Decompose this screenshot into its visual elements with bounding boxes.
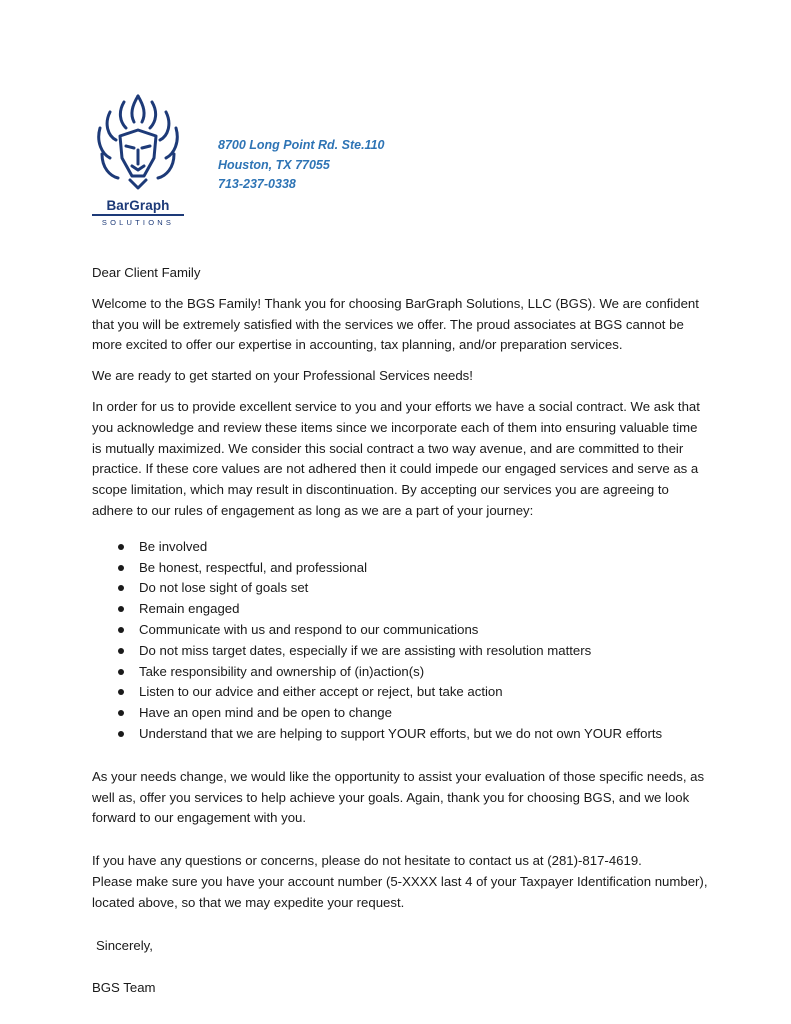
list-item: [92, 641, 717, 662]
paragraph-line: practice. If these core values are not adhered then it could impede our engaged services and serve as a: [92, 461, 699, 477]
paragraph-line: adhere to our rules of engagement as long as we are a part of your journey:: [92, 502, 534, 518]
rule-text: Communicate with us and respond to our communications: [139, 621, 479, 637]
rule-text: Take responsibility and ownership of (in)action(s): [139, 663, 425, 679]
rule-text: Do not lose sight of goals set: [139, 580, 309, 596]
rule-text: Be honest, respectful, and professional: [139, 559, 367, 575]
paragraph-line: is mutually maximized. We consider this social contract a two way avenue, and are committed to their: [92, 440, 684, 456]
ready-paragraph: We are ready to get started on your Professional Services needs!: [92, 368, 473, 384]
contact-paragraph: [92, 851, 717, 913]
list-item: [92, 620, 717, 641]
bullet-icon: [118, 627, 124, 633]
welcome-paragraph: [92, 294, 717, 356]
address-street: 8700 Long Point Rd. Ste.110: [218, 138, 385, 152]
letterhead-address: [218, 136, 384, 195]
list-item: [92, 599, 717, 620]
bullet-icon: [118, 731, 124, 737]
paragraph-line: Please make sure you have your account number (5-XXXX last 4 of your Taxpayer Identification number),: [92, 873, 708, 889]
bullet-icon: [118, 689, 124, 695]
rule-text: Remain engaged: [139, 601, 240, 617]
bullet-icon: [118, 669, 124, 675]
paragraph-line: more excited to offer our expertise in accounting, tax planning, and/or preparation services.: [92, 337, 623, 353]
bullet-icon: [118, 710, 124, 716]
rule-text: Be involved: [139, 538, 208, 554]
rule-text: Understand that we are helping to support YOUR efforts, but we do not own YOUR efforts: [139, 725, 663, 741]
sign-off: Sincerely,: [96, 937, 153, 953]
list-item: [92, 682, 717, 703]
closing-paragraph: [92, 767, 717, 829]
list-item: [92, 703, 717, 724]
list-item: [92, 558, 717, 579]
list-item: [92, 537, 717, 558]
brand-wordmark: [88, 198, 188, 227]
paragraph-line: forward to our engagement with you.: [92, 810, 307, 826]
brand-subtitle: SOLUTIONS: [101, 218, 175, 227]
paragraph-line: If you have any questions or concerns, please do not hesitate to contact us at (281)-817-4619.: [92, 853, 642, 869]
paragraph-line: scope limitation, which may result in discontinuation. By accepting our services you are agreeing to: [92, 482, 669, 498]
brand-divider: [92, 214, 184, 216]
list-item: [92, 662, 717, 683]
signature: BGS Team: [92, 980, 156, 996]
bullet-icon: [118, 544, 124, 550]
bullet-icon: [118, 565, 124, 571]
paragraph-line: In order for us to provide excellent service to you and your efforts we have a social contract. We ask that: [92, 398, 700, 414]
letter-body: [92, 263, 717, 999]
bullet-icon: [118, 606, 124, 612]
rules-list: [92, 537, 717, 745]
list-item: [92, 578, 717, 599]
address-city: Houston, TX 77055: [218, 157, 330, 172]
paragraph-line: located above, so that we may expedite your request.: [92, 894, 405, 910]
rule-text: Have an open mind and be open to change: [139, 705, 392, 721]
list-item: [92, 724, 717, 745]
bullet-icon: [118, 648, 124, 654]
paragraph-line: that you will be extremely satisfied with the services we offer. The proud associates at BGS cannot be: [92, 316, 684, 332]
salutation: Dear Client Family: [92, 265, 201, 280]
contract-paragraph: [92, 397, 717, 522]
rule-text: Do not miss target dates, especially if we are assisting with resolution matters: [139, 642, 592, 658]
address-phone: 713-237-0338: [218, 177, 296, 191]
paragraph-line: well as, offer you services to help achieve your goals. Again, thank you for choosing BGS, and we look: [92, 789, 690, 805]
brand-name: BarGraph: [106, 198, 170, 213]
paragraph-line: As your needs change, we would like the opportunity to assist your evaluation of those specific needs, as: [92, 768, 705, 784]
bullet-icon: [118, 585, 124, 591]
rule-text: Listen to our advice and either accept or reject, but take action: [139, 684, 503, 700]
paragraph-line: Welcome to the BGS Family! Thank you for choosing BarGraph Solutions, LLC (BGS). We are confident: [92, 295, 699, 311]
paragraph-line: you acknowledge and review these items since we incorporate each of them into ensuring valuable time: [92, 419, 698, 435]
